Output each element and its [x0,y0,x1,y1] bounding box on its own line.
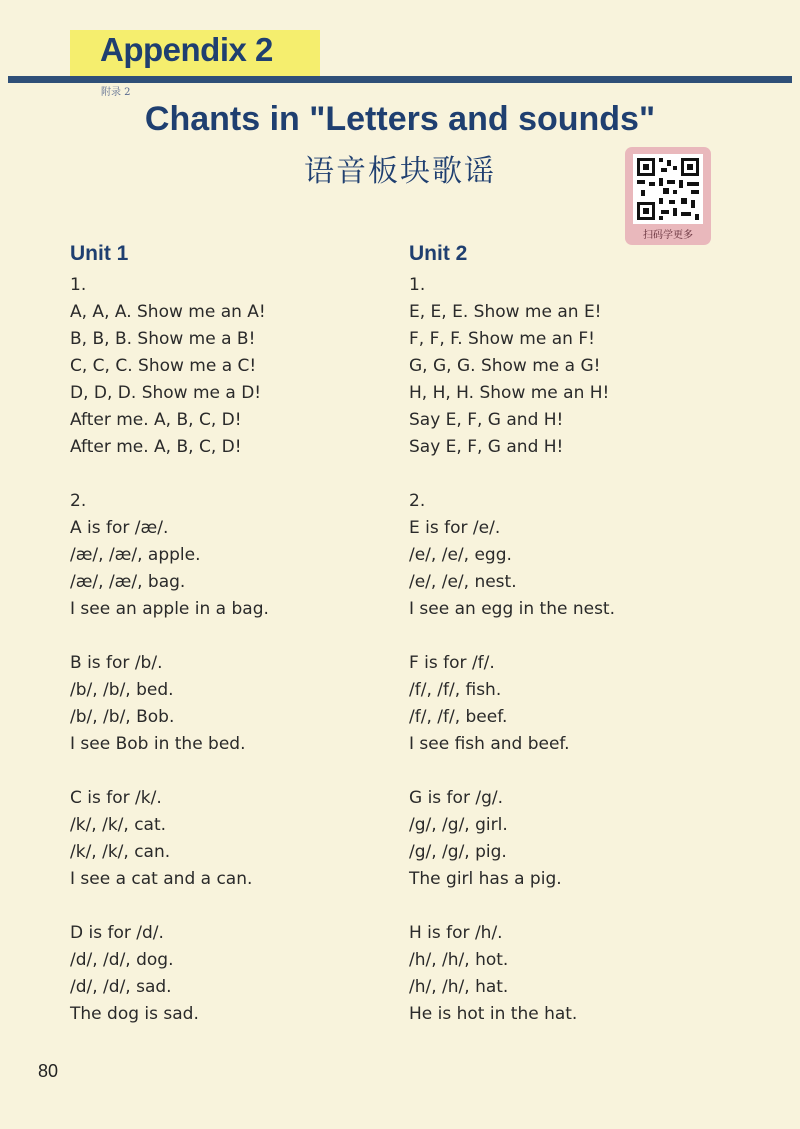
chant-line: /b/, /b/, bed. [70,680,174,700]
unit-2-heading: Unit 2 [409,242,468,265]
chant-line: /f/, /f/, beef. [409,707,508,727]
unit-1-column [70,240,400,1028]
chant-line: /g/, /g/, girl. [409,815,508,835]
page-subtitle: 语音板块歌谣 [304,154,496,189]
chant-line: /f/, /f/, fish. [409,680,502,700]
chant-line: 2. [409,491,426,511]
stanza-gap [70,758,400,785]
chant-line: /h/, /h/, hot. [409,950,509,970]
unit-1-heading: Unit 1 [70,242,129,265]
chant-line: Say E, F, G and H! [409,437,564,457]
chant-line: C is for /k/. [70,788,162,808]
stanza-gap [409,758,739,785]
qr-code-card[interactable] [625,147,711,245]
chant-line: H, H, H. Show me an H! [409,383,610,403]
chant-line: I see a cat and a can. [70,869,253,889]
chant-line: 1. [70,275,87,295]
stanza-gap [70,893,400,920]
chant-line: I see an apple in a bag. [70,599,269,619]
unit-2-column [409,240,739,1028]
chant-line: /b/, /b/, Bob. [70,707,175,727]
chant-line: A, A, A. Show me an A! [70,302,266,322]
chant-line: E is for /e/. [409,518,501,538]
stanza-gap [70,461,400,488]
chant-line: 2. [70,491,87,511]
qr-code-icon[interactable] [633,154,703,224]
chant-line: H is for /h/. [409,923,503,943]
chant-line: D, D, D. Show me a D! [70,383,262,403]
chant-line: I see fish and beef. [409,734,570,754]
stanza-gap [409,623,739,650]
chant-line: /æ/, /æ/, bag. [70,572,186,592]
chant-line: B is for /b/. [70,653,163,673]
chant-line: A is for /æ/. [70,518,169,538]
chant-line: /k/, /k/, cat. [70,815,167,835]
chant-line: G is for /g/. [409,788,503,808]
unit-1-chant [70,272,400,1028]
stanza-gap [409,461,739,488]
chant-line: I see an egg in the nest. [409,599,616,619]
chant-line: /h/, /h/, hat. [409,977,509,997]
appendix-sublabel: 附录 2 [101,87,131,98]
chant-line: /g/, /g/, pig. [409,842,507,862]
chant-line: C, C, C. Show me a C! [70,356,257,376]
chant-line: After me. A, B, C, D! [70,437,242,457]
chant-line: /k/, /k/, can. [70,842,171,862]
chant-line: He is hot in the hat. [409,1004,578,1024]
chant-line: /e/, /e/, nest. [409,572,517,592]
appendix-label: Appendix 2 [100,31,273,68]
chant-line: B, B, B. Show me a B! [70,329,256,349]
chant-line: G, G, G. Show me a G! [409,356,601,376]
chant-line: The dog is sad. [70,1004,199,1024]
header-rule [8,76,792,83]
chant-line: E, E, E. Show me an E! [409,302,602,322]
chant-line: D is for /d/. [70,923,164,943]
unit-2-chant [409,272,739,1028]
stanza-gap [70,623,400,650]
chant-line: I see Bob in the bed. [70,734,246,754]
chant-line: F is for /f/. [409,653,495,673]
page-title: Chants in "Letters and sounds" [144,100,656,138]
chant-line: /d/, /d/, sad. [70,977,172,997]
qr-caption: 扫码学更多 [643,230,693,241]
chant-line: Say E, F, G and H! [409,410,564,430]
chant-line: After me. A, B, C, D! [70,410,242,430]
stanza-gap [409,893,739,920]
chant-line: F, F, F. Show me an F! [409,329,595,349]
chant-line: /æ/, /æ/, apple. [70,545,201,565]
page-number: 80 [38,1061,59,1081]
chant-line: The girl has a pig. [409,869,562,889]
chant-line: /e/, /e/, egg. [409,545,512,565]
chant-line: /d/, /d/, dog. [70,950,174,970]
chant-line: 1. [409,275,426,295]
